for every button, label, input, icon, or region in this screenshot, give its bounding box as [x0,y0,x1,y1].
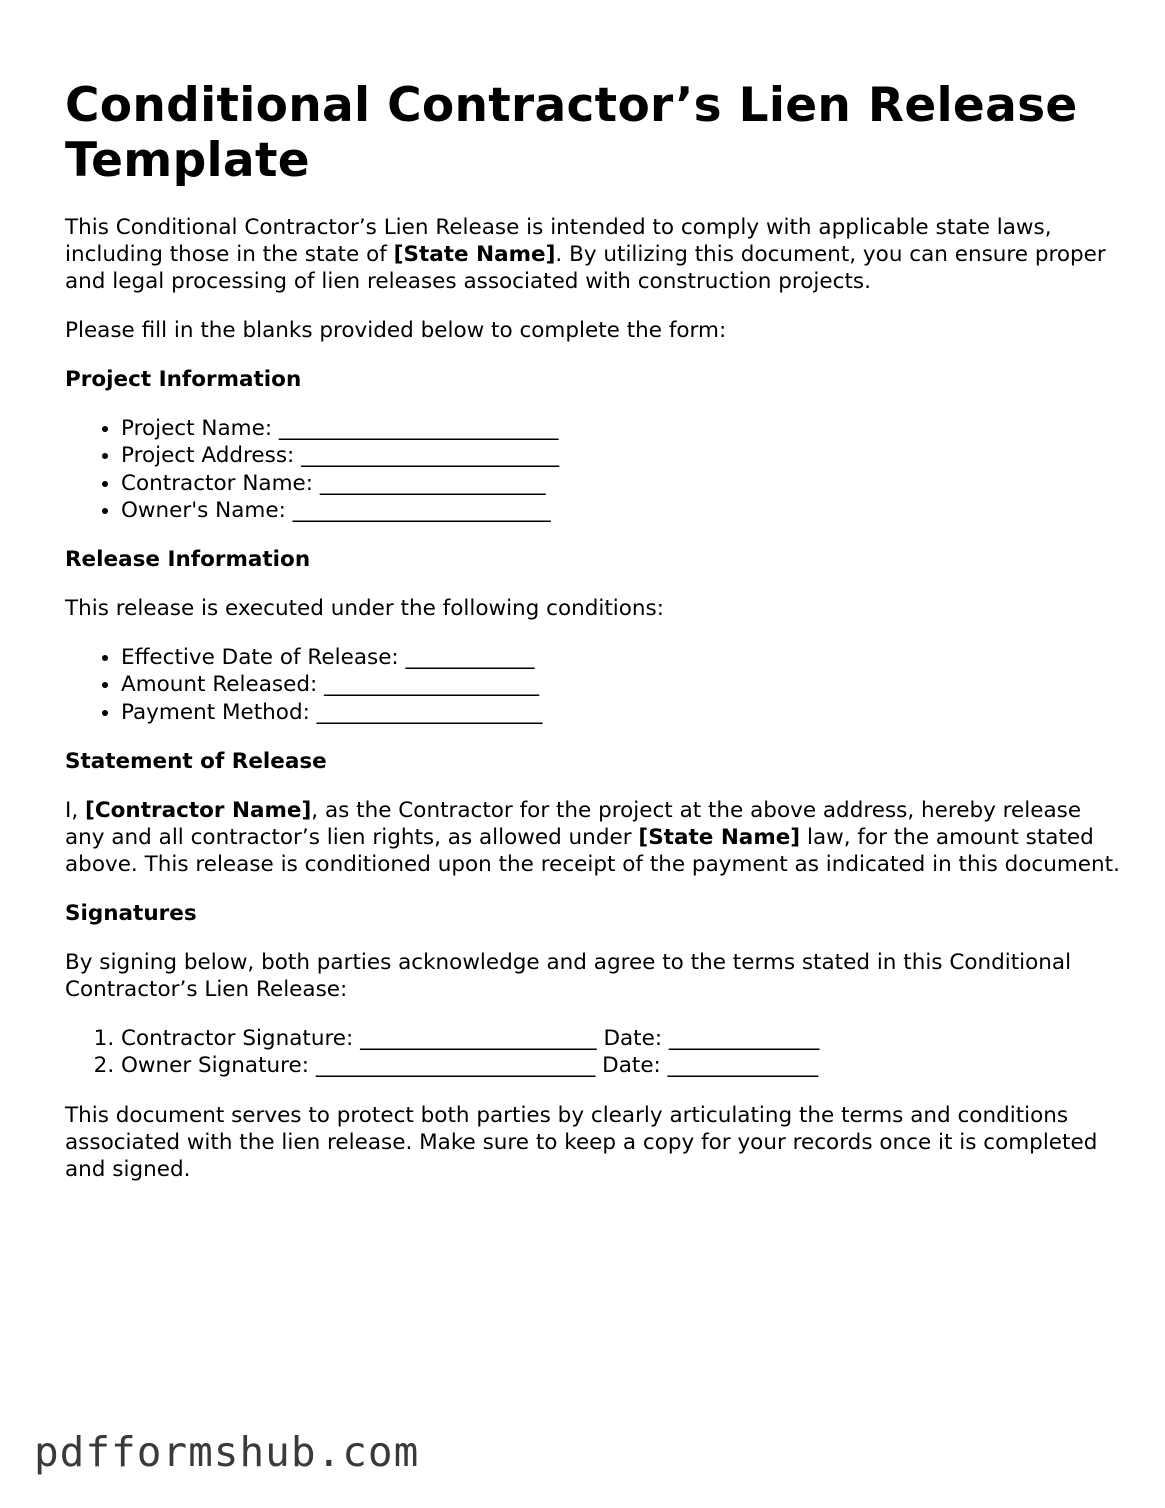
effective-date-field: • Effective Date of Release: ____________ [121,644,1125,671]
statement-state-placeholder: [State Name] [638,825,801,851]
statement-text-2: , as the Contractor for the project at the above address, hereby release any and all contractor’s lien rights, as allowed under [65,798,1082,851]
signatures-list [65,1025,1125,1080]
contractor-name-field: • Contractor Name: _____________________ [121,470,1125,497]
project-info-heading: Project Information [65,367,302,392]
signatures-heading: Signatures [65,901,197,927]
owner-signature-line: 2. Owner Signature: __________________________ Date: ______________ [121,1052,1125,1079]
release-info-heading: Release Information [65,547,311,573]
payment-method-field: • Payment Method: _____________________ [121,699,1125,726]
intro-text-1: This Conditional Contractor’s Lien Release is intended to comply with applicable state laws, including those in the state of [65,215,1052,267]
intro-text-2: . By utilizing this document, you can ensure proper and legal processing of lien releases associated with construction projects. [65,242,1106,294]
project-name-field: • Project Name: __________________________ [121,415,1125,442]
project-info-list [65,415,1125,524]
contractor-signature-line: 1. Contractor Signature: ______________________ Date: ______________ [121,1025,1125,1052]
state-name-placeholder: [State Name] [393,242,556,267]
owner-name-field: • Owner's Name: ________________________ [121,497,1125,524]
contractor-name-placeholder: [Contractor Name] [85,798,312,824]
statement-text-3: law, for the amount stated above. This release is conditioned upon the receipt of the payment as indicated in this document. [65,825,1120,878]
intro-paragraph [65,214,1125,295]
amount-released-field: • Amount Released: ____________________ [121,671,1125,698]
closing-paragraph: This document serves to protect both parties by clearly articulating the terms and conditions associated with the lien release. Make sure to keep a copy for your records once it is completed and signed. [65,1102,1098,1182]
statement-paragraph [65,797,1125,878]
instructions-text: Please fill in the blanks provided below to complete the form: [65,318,727,343]
statement-text-1: I, [65,798,86,824]
release-info-intro: This release is executed under the following conditions: [65,596,664,622]
statement-heading: Statement of Release [65,749,327,775]
release-info-list [65,644,1125,726]
project-address-field: • Project Address: ________________________ [121,442,1125,469]
site-watermark: pdfformshub.com [34,1428,420,1476]
document-title: Conditional Contractor’s Lien Release Template [65,78,1078,188]
signatures-intro: By signing below, both parties acknowledge and agree to the terms stated in this Conditional Contractor’s Lien Release: [65,950,1072,1003]
document-page [65,78,1125,1205]
